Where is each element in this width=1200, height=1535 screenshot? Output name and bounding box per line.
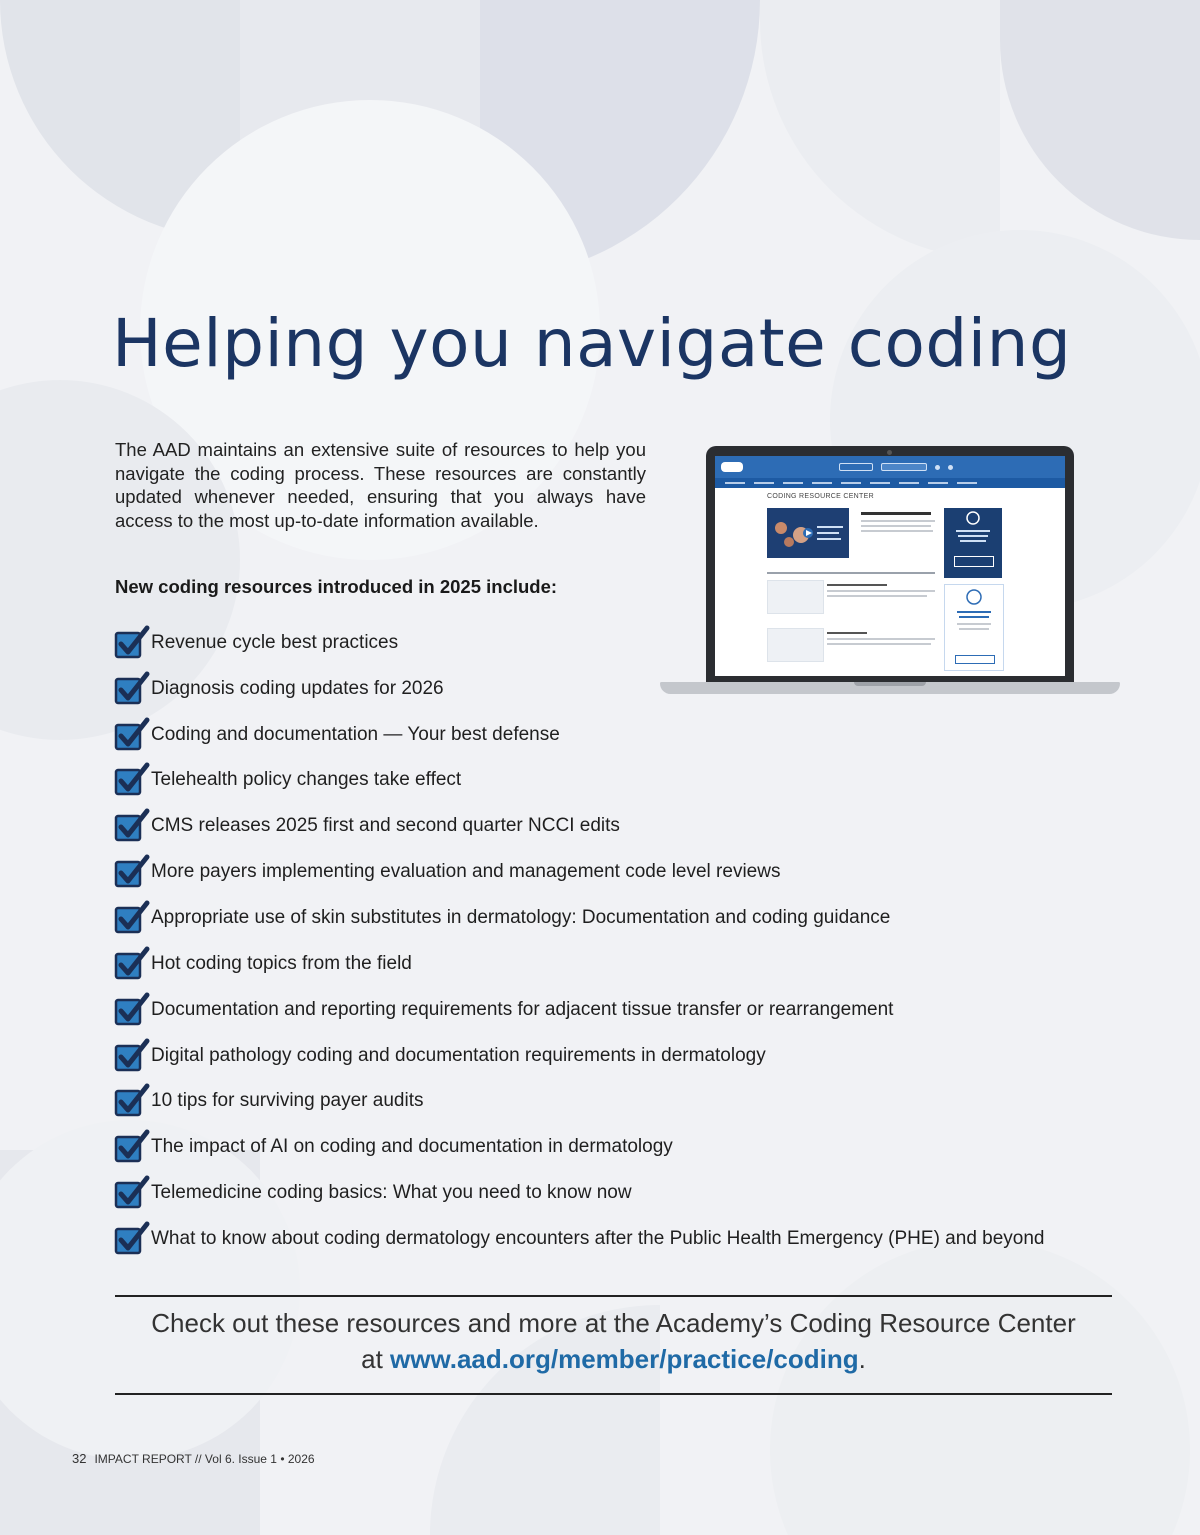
checkbox-check-icon bbox=[114, 854, 150, 890]
checkbox-check-icon bbox=[114, 762, 150, 798]
divider-bottom bbox=[115, 1393, 1112, 1395]
checkbox-check-icon bbox=[114, 808, 150, 844]
list-item bbox=[114, 1124, 1045, 1170]
user-icon bbox=[935, 465, 940, 470]
cta-prefix: at bbox=[361, 1344, 391, 1374]
list-item-text: Digital pathology coding and documentation requirements in dermatology bbox=[151, 1044, 766, 1066]
search-icon bbox=[948, 465, 953, 470]
cta-suffix: . bbox=[858, 1344, 866, 1374]
list-item-text: Appropriate use of skin substitutes in dermatology: Documentation and coding guidance bbox=[151, 906, 891, 928]
list-item-text: Hot coding topics from the field bbox=[151, 952, 412, 974]
checkbox-check-icon bbox=[114, 900, 150, 936]
checkbox-check-icon bbox=[114, 1221, 150, 1257]
screen-section-label: CODING RESOURCE CENTER bbox=[767, 493, 874, 500]
list-item-text: Coding and documentation — Your best defense bbox=[151, 723, 560, 745]
list-item-text: CMS releases 2025 first and second quarter NCCI edits bbox=[151, 815, 620, 837]
checkbox-check-icon bbox=[114, 671, 150, 707]
list-heading: New coding resources introduced in 2025 include: bbox=[115, 576, 558, 597]
site-nav bbox=[715, 478, 1065, 488]
list-item bbox=[114, 1033, 1045, 1079]
list-item bbox=[114, 712, 1045, 758]
promo-panel bbox=[944, 508, 1002, 578]
list-item bbox=[114, 666, 1045, 712]
list-item bbox=[114, 941, 1045, 987]
checkbox-check-icon bbox=[114, 1083, 150, 1119]
list-item bbox=[114, 803, 1045, 849]
list-item-text: Documentation and reporting requirements for adjacent tissue transfer or rearrangement bbox=[151, 998, 894, 1020]
list-item-text: More payers implementing evaluation and management code level reviews bbox=[151, 861, 781, 883]
checkbox-check-icon bbox=[114, 1038, 150, 1074]
list-item-text: Diagnosis coding updates for 2026 bbox=[151, 677, 444, 699]
list-item bbox=[114, 895, 1045, 941]
thumbnail-image bbox=[767, 580, 824, 614]
coding-center-link[interactable]: www.aad.org/member/practice/coding bbox=[390, 1344, 859, 1374]
checkbox-check-icon bbox=[114, 946, 150, 982]
publication-info: IMPACT REPORT // Vol 6. Issue 1 • 2026 bbox=[94, 1452, 315, 1466]
cta-text bbox=[115, 1305, 1112, 1377]
list-item-text: Telehealth policy changes take effect bbox=[151, 769, 462, 791]
checkbox-check-icon bbox=[114, 717, 150, 753]
list-item-text: Revenue cycle best practices bbox=[151, 631, 399, 653]
site-button bbox=[839, 463, 873, 471]
divider-top bbox=[115, 1295, 1112, 1297]
cta-line1: Check out these resources and more at the Academy’s Coding Resource Center bbox=[151, 1308, 1076, 1338]
aad-logo-icon bbox=[721, 462, 743, 472]
checkbox-check-icon bbox=[114, 1175, 150, 1211]
list-item bbox=[114, 987, 1045, 1033]
video-thumbnail bbox=[767, 508, 849, 558]
list-item-text: What to know about coding dermatology encounters after the Public Health Emergency (PHE) and beyond bbox=[151, 1227, 1045, 1249]
page-title: Helping you navigate coding bbox=[112, 305, 1072, 382]
page-footer bbox=[72, 1451, 315, 1466]
list-item-text: Telemedicine coding basics: What you need to know now bbox=[151, 1182, 632, 1204]
resource-list bbox=[114, 620, 1045, 1262]
order-now-button bbox=[954, 556, 994, 567]
page-number: 32 bbox=[72, 1451, 87, 1466]
list-item bbox=[114, 758, 1045, 804]
camera-icon bbox=[887, 450, 892, 455]
list-item bbox=[114, 849, 1045, 895]
checkbox-check-icon bbox=[114, 992, 150, 1028]
list-item bbox=[114, 620, 1045, 666]
list-item bbox=[114, 1170, 1045, 1216]
checkbox-check-icon bbox=[114, 625, 150, 661]
list-item-text: 10 tips for surviving payer audits bbox=[151, 1090, 424, 1112]
checkbox-check-icon bbox=[114, 1129, 150, 1165]
video-title-line bbox=[861, 512, 931, 515]
list-item bbox=[114, 1078, 1045, 1124]
site-header bbox=[715, 456, 1065, 478]
list-item bbox=[114, 1216, 1045, 1262]
site-button bbox=[881, 463, 927, 471]
list-item-text: The impact of AI on coding and documentation in dermatology bbox=[151, 1136, 673, 1158]
intro-paragraph: The AAD maintains an extensive suite of resources to help you navigate the coding process. These resources are constantly updated whenever needed, ensuring that you always have access to the most up-to-date information available. bbox=[115, 439, 646, 531]
